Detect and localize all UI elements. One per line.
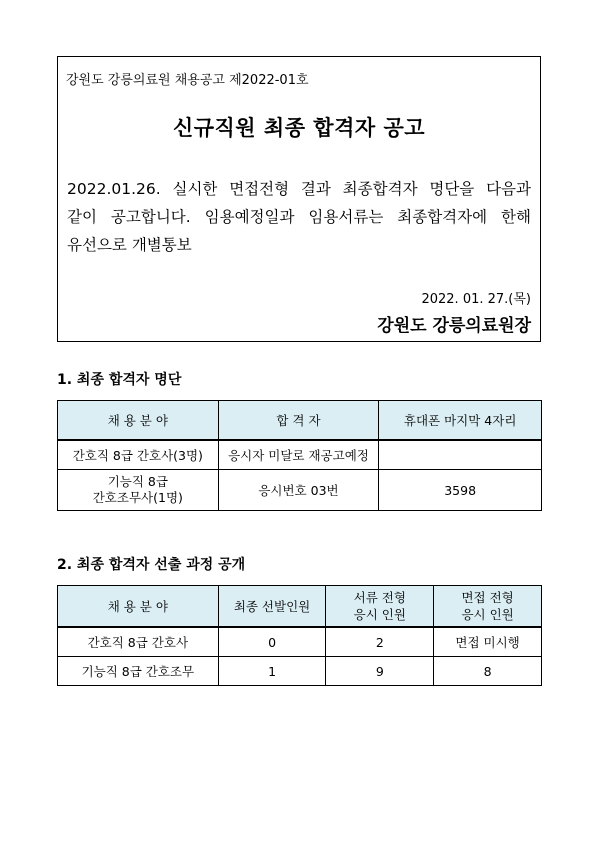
notice-title: 신규직원 최종 합격자 공고	[172, 116, 426, 140]
table-cell: 8	[434, 657, 542, 686]
column-header: 최종 선발인원	[218, 586, 326, 628]
table-row	[58, 440, 542, 470]
table-cell: 2	[326, 627, 434, 657]
table-row	[58, 470, 542, 511]
table-cell: 응시자 미달로 재공고예정	[218, 440, 379, 470]
notice-box	[57, 56, 541, 342]
notice-signer: 강원도 강릉의료원장	[377, 316, 531, 336]
table-cell: 0	[218, 627, 326, 657]
notice-body-line: 유선으로 개별통보	[67, 236, 192, 254]
notice-body-line: 2022.01.26. 실시한 면접전형 결과 최종합격자 명단을 다음과	[67, 180, 531, 198]
table-cell	[379, 440, 542, 470]
column-header: 서류 전형 응시 인원	[326, 586, 434, 628]
notice-body-line: 같이 공고합니다. 임용예정일과 임용서류는 최종합격자에 한해	[67, 208, 531, 226]
column-header: 채 용 분 야	[58, 586, 219, 628]
notice-body	[67, 175, 531, 259]
table-cell: 3598	[379, 470, 542, 511]
table-cell: 간호직 8급 간호사	[58, 627, 219, 657]
notice-header: 강원도 강릉의료원 채용공고 제2022-01호	[66, 73, 309, 88]
section2-heading: 2. 최종 합격자 선출 과정 공개	[57, 557, 246, 573]
column-header: 휴대폰 마지막 4자리	[379, 401, 542, 441]
column-header: 채 용 분 야	[58, 401, 219, 441]
table-cell: 9	[326, 657, 434, 686]
final-passers-table	[57, 400, 542, 511]
notice-date: 2022. 01. 27.(목)	[421, 292, 531, 307]
table-cell: 간호직 8급 간호사(3명)	[58, 440, 219, 470]
column-header: 면접 전형 응시 인원	[434, 586, 542, 628]
table-cell: 응시번호 03번	[218, 470, 379, 511]
table-row	[58, 657, 542, 686]
section1-heading: 1. 최종 합격자 명단	[57, 372, 182, 388]
column-header: 합 격 자	[218, 401, 379, 441]
table-cell: 1	[218, 657, 326, 686]
table-cell: 면접 미시행	[434, 627, 542, 657]
table-cell: 기능직 8급 간호조무사(1명)	[58, 470, 219, 511]
table-cell: 기능직 8급 간호조무	[58, 657, 219, 686]
selection-process-table	[57, 585, 542, 686]
table-row	[58, 627, 542, 657]
